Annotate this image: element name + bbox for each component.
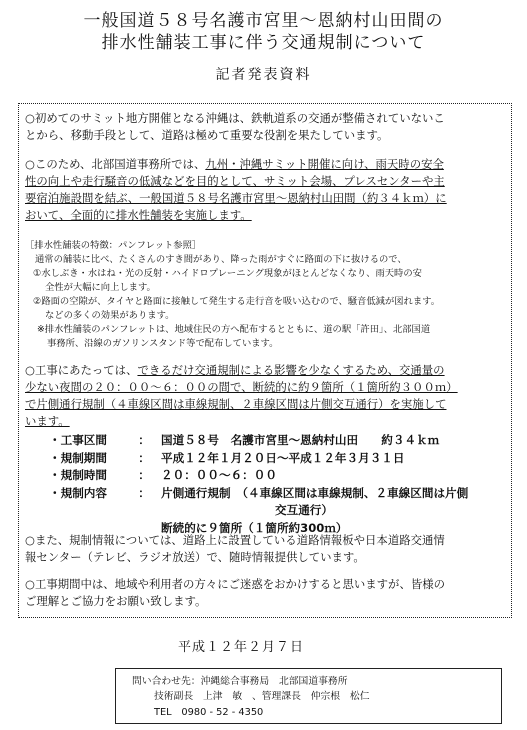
underlined-text: おいて、全面的に排水性舗装を実施します。 bbox=[25, 208, 252, 222]
paragraph-line: ○また、規制情報については、道路上に設置している道路情報板や日本道路交通情 bbox=[25, 533, 445, 547]
features-line: 全性が大幅に向上します。 bbox=[45, 282, 156, 293]
detail-value: ２０：００〜６：００ bbox=[161, 468, 277, 482]
detail-value: 国道５８号 名護市宮里〜恩納村山田 約３４ｋｍ bbox=[161, 433, 440, 447]
details-row bbox=[49, 502, 468, 520]
main-content-box bbox=[18, 103, 512, 618]
pamphlet-note: ※排水性舗装のパンフレットは、地域住民の方へ配布するとともに、道の駅「許田」、北部国道 bbox=[37, 324, 431, 335]
paragraph-info bbox=[25, 532, 507, 566]
detail-label: ・規制期間 bbox=[49, 450, 107, 465]
document-title-line2: 排水性舗装工事に伴う交通規制について bbox=[101, 33, 426, 53]
issue-date: 平成１２年２月７日 bbox=[178, 640, 305, 655]
paragraph-line: 報センター（テレビ、ラジオ放送）で、随時情報提供しています。 bbox=[25, 550, 365, 564]
document-title-line1: 一般国道５８号名護市宮里〜恩納村山田間の bbox=[83, 11, 444, 31]
detail-value: 平成１２年１月２０日〜平成１２年３月３１日 bbox=[161, 450, 405, 465]
contact-phone: TEL 0980 - 52 - 4350 bbox=[154, 707, 264, 718]
features-line: ②路面の空隙が、タイヤと路面に接触して発生する走行音を吸い込むので、騒音低減が図れます。 bbox=[33, 296, 440, 307]
paragraph-apology bbox=[25, 576, 507, 610]
paragraph-line bbox=[25, 362, 507, 379]
paragraph-purpose bbox=[25, 156, 507, 224]
details-row bbox=[49, 450, 468, 468]
contact-line: 問い合わせ先：沖縄総合事務局 北部国道事務所 bbox=[132, 676, 348, 687]
underlined-text: 要宿泊施設間を結ぶ、一般国道５８号名護市宮里〜恩納村山田間（約３４ｋｍ）に bbox=[25, 191, 447, 205]
detail-value: 断続的に９箇所（１箇所約300ｍ） bbox=[161, 520, 348, 535]
detail-label: ・規制内容 bbox=[49, 485, 107, 500]
detail-label: ・規制時間 bbox=[49, 468, 107, 482]
contact-box bbox=[115, 668, 502, 724]
features-heading: ［排水性舗装の特徴：パンフレット参照］ bbox=[25, 240, 202, 251]
underlined-text: います。 bbox=[25, 414, 70, 428]
features-line: 通常の舗装に比べ、たくさんのすき間があり、降った雨がすぐに路面の下に抜けるので、 bbox=[35, 254, 407, 265]
features-line: ①水しぶき・水はね・光の反射・ハイドロプレーニング現象がほとんどなくなり、雨天時の安 bbox=[33, 268, 422, 279]
paragraph-line: ○工事期間中は、地域や利用者の方々にご迷惑をおかけすると思いますが、皆様の bbox=[25, 577, 446, 591]
detail-label: ・工事区間 bbox=[49, 433, 107, 447]
details-row bbox=[49, 485, 468, 503]
details-table bbox=[49, 432, 468, 537]
detail-colon: ： bbox=[138, 450, 150, 465]
contact-line: 技術副長 上津 敏 、管理課長 仲宗根 松仁 bbox=[154, 691, 370, 702]
details-row bbox=[49, 467, 468, 485]
paragraph-line bbox=[25, 156, 507, 173]
features-line: などの多くの効果があります。 bbox=[45, 310, 175, 321]
detail-value: 片側通行規制 （４車線区間は車線規制、２車線区間は片側 bbox=[161, 485, 469, 500]
text-span: ○このため、北部国道事務所では、 bbox=[25, 157, 206, 171]
paragraph-line: ご理解とご協力をお願い致します。 bbox=[25, 594, 207, 608]
paragraph-intro bbox=[25, 110, 507, 144]
paragraph-construction bbox=[25, 362, 507, 430]
text-span: ○工事にあたっては、 bbox=[25, 363, 138, 377]
details-row bbox=[49, 432, 468, 450]
paragraph-line: とから、移動手段として、道路は極めて重要な役割を果たしています。 bbox=[25, 128, 389, 142]
document-subtitle: 記者発表資料 bbox=[215, 67, 312, 83]
underlined-text: 少ない夜間の２０：００〜６：００の間で、断続的に約９箇所（１箇所約３００ｍ） bbox=[25, 380, 458, 394]
underlined-text: 九州・沖縄サミット開催に向け、雨天時の安全 bbox=[205, 157, 444, 171]
detail-colon: ： bbox=[138, 433, 150, 447]
underlined-text: 性の向上や走行騒音の低減などを目的として、サミット会場、プレスセンターや主 bbox=[25, 174, 445, 188]
detail-colon: ： bbox=[138, 485, 150, 500]
underlined-text: で片側通行規制（４車線区間は車線規制、２車線区間は片側交互通行）を実施して bbox=[25, 397, 447, 411]
detail-value: 交互通行） bbox=[275, 503, 333, 517]
pamphlet-note: 事務所、沿線のガソリンスタンド等で配布しています。 bbox=[47, 338, 279, 349]
paragraph-line: ○初めてのサミット地方開催となる沖縄は、鉄軌道系の交通が整備されていないこ bbox=[25, 111, 445, 125]
underlined-text: できるだけ交通規制による影響を少なくするため、交通量の bbox=[137, 363, 445, 377]
detail-colon: ： bbox=[138, 468, 150, 482]
